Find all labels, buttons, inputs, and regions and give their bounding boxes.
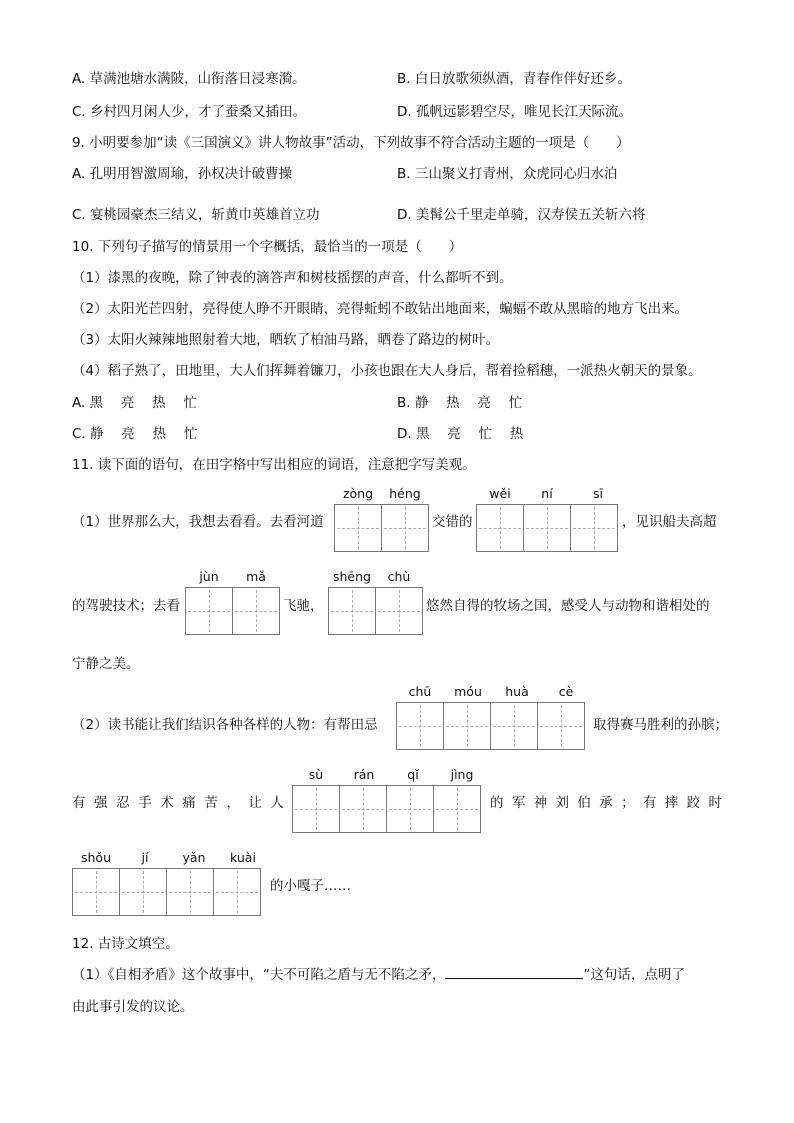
q11-p1-text-e: 飞驰， (283, 598, 324, 614)
q11-p1-text-a: （1）世界那么大，我想去看看。去看河道 (72, 514, 324, 530)
q11-p2-text-a: （2）读书能让我们结识各种各样的人物：有帮田忌 (72, 717, 378, 733)
tianzige-chumouhuace[interactable] (396, 702, 585, 750)
q9-option-b: B. 三山聚义打青州，众虎同心归水泊 (397, 166, 618, 182)
tianzige-cell[interactable] (523, 504, 571, 552)
q9-option-d: D. 美髯公千里走单骑，汉寿侯五关斩六将 (397, 207, 646, 223)
tianzige-cell[interactable] (232, 587, 280, 635)
q11-p1-text-d: 的驾驶技术；去看 (72, 598, 180, 614)
tianzige-cell[interactable] (375, 587, 423, 635)
q10-sentence-1: （1）漆黑的夜晚，除了钟表的滴答声和树枝摇摆的声音，什么都听不到。 (72, 270, 513, 286)
tianzige-cell[interactable] (537, 702, 585, 750)
q9-stem: 9. 小明要参加“读《三国演义》讲人物故事”活动，下列故事不符合活动主题的一项是（ ） (72, 135, 630, 151)
q10-option-d: D. 黑 亮 忙 热 (397, 426, 524, 442)
q10-sentence-3: （3）太阳火辣辣地照射着大地，晒软了柏油马路，晒卷了路边的树叶。 (72, 332, 500, 348)
pinyin-ji: jí (141, 850, 149, 865)
tianzige-cell[interactable] (213, 868, 261, 916)
pinyin-heng: héng (389, 486, 421, 501)
q10-option-a: A. 黑 亮 热 忙 (72, 395, 197, 411)
tianzige-junma[interactable] (185, 587, 280, 635)
pinyin-mou: móu (454, 684, 482, 699)
pinyin-hua: huà (505, 684, 529, 699)
tianzige-cell[interactable] (386, 785, 434, 833)
tianzige-cell[interactable] (328, 587, 376, 635)
tianzige-suranqijing[interactable] (292, 785, 481, 833)
q11-p1-text-f: 悠然自得的牧场之国，感受人与动物和谐相处的 (426, 598, 710, 614)
pinyin-sheng: shēng (333, 569, 371, 584)
tianzige-cell[interactable] (166, 868, 214, 916)
answer-blank[interactable] (445, 964, 583, 979)
q12-stem: 12. 古诗文填空。 (72, 936, 179, 952)
q11-p1-text-b: 交错的 (432, 514, 473, 530)
q11-stem: 11. 读下面的语句，在田字格中写出相应的词语，注意把字写美观。 (72, 457, 476, 473)
q11-p1-text-g: 宁静之美。 (72, 656, 140, 672)
tianzige-cell[interactable] (334, 504, 382, 552)
pinyin-su: sù (308, 767, 324, 782)
q11-p2-text-b: 取得赛马胜利的孙膑； (593, 717, 728, 733)
pinyin-qi: qǐ (407, 767, 419, 782)
tianzige-shoujiyankuai[interactable] (72, 868, 261, 916)
tianzige-cell[interactable] (72, 868, 120, 916)
tianzige-cell[interactable] (396, 702, 444, 750)
pinyin-zong: zòng (342, 486, 374, 501)
q10-stem: 10. 下列句子描写的情景用一个字概括，最恰当的一项是（ ） (72, 239, 463, 255)
pinyin-wei: wěi (489, 486, 511, 501)
pinyin-jun: jùn (199, 569, 219, 584)
tianzige-cell[interactable] (292, 785, 340, 833)
tianzige-cell[interactable] (339, 785, 387, 833)
pinyin-si: sī (593, 486, 603, 501)
tianzige-cell[interactable] (433, 785, 481, 833)
q8-option-c: C. 乡村四月闲人少，才了蚕桑又插田。 (72, 104, 307, 120)
q11-p2-text-c: 有 强 忍 手 术 痛 苦 ， 让 人 (72, 795, 284, 811)
pinyin-chu2: chū (408, 684, 432, 699)
tianzige-shengchu[interactable] (328, 587, 423, 635)
tianzige-cell[interactable] (476, 504, 524, 552)
tianzige-cell[interactable] (119, 868, 167, 916)
pinyin-ni: ní (541, 486, 553, 501)
q8-option-a: A. 草满池塘水满陂，山衔落日浸寒漪。 (72, 71, 306, 87)
q10-sentence-2: （2）太阳光芒四射，亮得使人睁不开眼睛，亮得蚯蚓不敢钻出地面来，蝙蝠不敢从黑暗的地方飞出来。 (72, 301, 689, 317)
tianzige-cell[interactable] (185, 587, 233, 635)
q9-option-a: A. 孔明用智激周瑜，孙权决计破曹操 (72, 166, 293, 182)
tianzige-cell[interactable] (443, 702, 491, 750)
q12-line-1: （1）《自相矛盾》这个故事中，“夫不可陷之盾与无不陷之矛， ”这句话，点明了 (72, 963, 685, 983)
tianzige-cell[interactable] (490, 702, 538, 750)
pinyin-ce: cè (558, 684, 574, 699)
q8-option-b: B. 白日放歌须纵酒，青春作伴好还乡。 (397, 71, 631, 87)
pinyin-ran: rán (353, 767, 375, 782)
tianzige-zongheng[interactable] (334, 504, 429, 552)
q11-p1-text-c: ，见识船夫高超 (622, 514, 717, 530)
pinyin-chu: chù (387, 569, 411, 584)
pinyin-yan: yǎn (182, 850, 206, 865)
q12-line-2: 由此事引发的议论。 (72, 999, 194, 1015)
q8-option-d: D. 孤帆远影碧空尽，唯见长江天际流。 (397, 104, 632, 120)
q9-option-c: C. 宴桃园豪杰三结义，斩黄巾英雄首立功 (72, 207, 320, 223)
pinyin-kuai: kuài (230, 850, 256, 865)
tianzige-weinisi[interactable] (476, 504, 618, 552)
q10-option-b: B. 静 热 亮 忙 (397, 395, 523, 411)
pinyin-ma: mǎ (246, 569, 266, 584)
tianzige-cell[interactable] (570, 504, 618, 552)
pinyin-shou: shǒu (80, 850, 111, 865)
tianzige-cell[interactable] (381, 504, 429, 552)
q11-p2-text-e: 的小嘎子…… (270, 878, 351, 894)
pinyin-jing: jìng (450, 767, 474, 782)
q10-option-c: C. 静 亮 热 忙 (72, 426, 198, 442)
q11-p2-text-d: 的 军 神 刘 伯 承 ； 有 摔 跤 时 (490, 795, 722, 811)
q10-sentence-4: （4）稻子熟了，田地里，大人们挥舞着镰刀，小孩也跟在大人身后，帮着捡稻穗，一派热火朝天的景象。 (72, 363, 702, 379)
